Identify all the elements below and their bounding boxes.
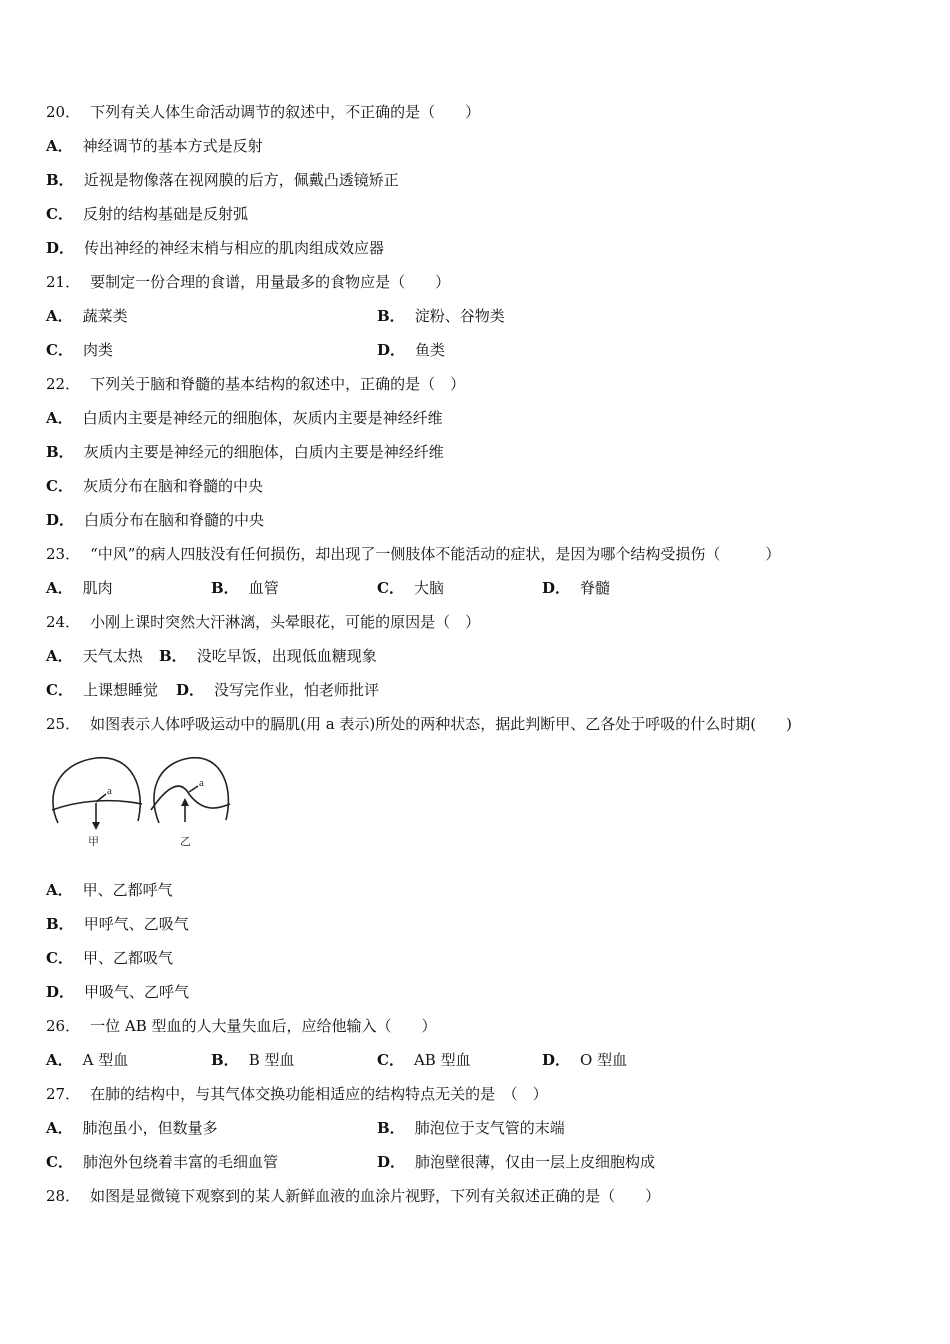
question-22: 22． 下列关于脑和脊髓的基本结构的叙述中，正确的是（ ） (46, 375, 466, 393)
option-25-c[interactable]: C． 甲、乙都吸气 (46, 949, 173, 967)
option-25-a[interactable]: A． 甲、乙都呼气 (46, 881, 173, 899)
diaphragm-right (151, 786, 230, 810)
option-20-c[interactable]: C． 反射的结构基础是反射弧 (46, 205, 248, 223)
option-26-b[interactable]: B． B 型血 (211, 1051, 295, 1069)
option-26-c[interactable]: C． AB 型血 (377, 1051, 471, 1069)
option-27-d[interactable]: D． 肺泡壁很薄，仅由一层上皮细胞构成 (377, 1153, 656, 1171)
question-25: 25． 如图表示人体呼吸运动中的膈肌(用 a 表示)所处的两种状态，据此判断甲、乙各处于呼吸的什么时期( ) (46, 715, 792, 733)
arrow-down-icon (92, 822, 100, 830)
option-23-b[interactable]: B． 血管 (211, 579, 279, 597)
option-22-d[interactable]: D． 白质分布在脑和脊髓的中央 (46, 511, 265, 529)
pointer-line-right (189, 786, 198, 792)
option-21-c[interactable]: C． 肉类 (46, 341, 113, 359)
question-28: 28． 如图是显微镜下观察到的某人新鲜血液的血涂片视野，下列有关叙述正确的是（ ） (46, 1187, 661, 1205)
option-27-b[interactable]: B． 肺泡位于支气管的末端 (377, 1119, 565, 1137)
option-27-c[interactable]: C． 肺泡外包绕着丰富的毛细血管 (46, 1153, 278, 1171)
option-20-d[interactable]: D． 传出神经的神经末梢与相应的肌肉组成效应器 (46, 239, 385, 257)
option-23-a[interactable]: A． 肌肉 (46, 579, 113, 597)
option-27-a[interactable]: A． 肺泡虽小，但数量多 (46, 1119, 218, 1137)
question-23: 23． “中风”的病人四肢没有任何损伤，却出现了一侧肢体不能活动的症状，是因为哪个结构受损伤（ ） (46, 545, 781, 563)
option-23-d[interactable]: D． 脊髓 (542, 579, 611, 597)
option-26-a[interactable]: A． A 型血 (46, 1051, 129, 1069)
option-25-d[interactable]: D． 甲吸气、乙呼气 (46, 983, 190, 1001)
option-24-c[interactable]: C． 上课想睡觉 (46, 681, 158, 699)
option-22-a[interactable]: A． 白质内主要是神经元的细胞体，灰质内主要是神经纤维 (46, 409, 443, 427)
arrow-up-icon (181, 798, 189, 806)
option-21-d[interactable]: D． 鱼类 (377, 341, 446, 359)
label-a-left: a (107, 785, 112, 797)
caption-right: 乙 (180, 836, 191, 848)
diaphragm-figure (44, 748, 234, 848)
label-a-right: a (199, 777, 204, 789)
question-24: 24． 小刚上课时突然大汗淋漓，头晕眼花，可能的原因是（ ） (46, 613, 481, 631)
option-24-a[interactable]: A． 天气太热 (46, 647, 143, 665)
caption-left: 甲 (88, 836, 99, 848)
option-21-a[interactable]: A． 蔬菜类 (46, 307, 128, 325)
question-21: 21． 要制定一份合理的食谱，用量最多的食物应是（ ） (46, 273, 451, 291)
option-22-c[interactable]: C． 灰质分布在脑和脊髓的中央 (46, 477, 263, 495)
option-20-a[interactable]: A． 神经调节的基本方式是反射 (46, 137, 263, 155)
question-20: 20． 下列有关人体生命活动调节的叙述中，不正确的是（ ） (46, 103, 481, 121)
question-27: 27． 在肺的结构中，与其气体交换功能相适应的结构特点无关的是 （ ） (46, 1085, 548, 1103)
option-20-b[interactable]: B． 近视是物像落在视网膜的后方，佩戴凸透镜矫正 (46, 171, 399, 189)
option-21-b[interactable]: B． 淀粉、谷物类 (377, 307, 505, 325)
option-23-c[interactable]: C． 大脑 (377, 579, 444, 597)
option-24-b[interactable]: B． 没吃早饭，出现低血糖现象 (159, 647, 377, 665)
option-26-d[interactable]: D． O 型血 (542, 1051, 628, 1069)
option-25-b[interactable]: B． 甲呼气、乙吸气 (46, 915, 189, 933)
option-22-b[interactable]: B． 灰质内主要是神经元的细胞体，白质内主要是神经纤维 (46, 443, 444, 461)
question-26: 26． 一位 AB 型血的人大量失血后，应给他输入（ ） (46, 1017, 437, 1035)
option-24-d[interactable]: D． 没写完作业，怕老师批评 (176, 681, 380, 699)
